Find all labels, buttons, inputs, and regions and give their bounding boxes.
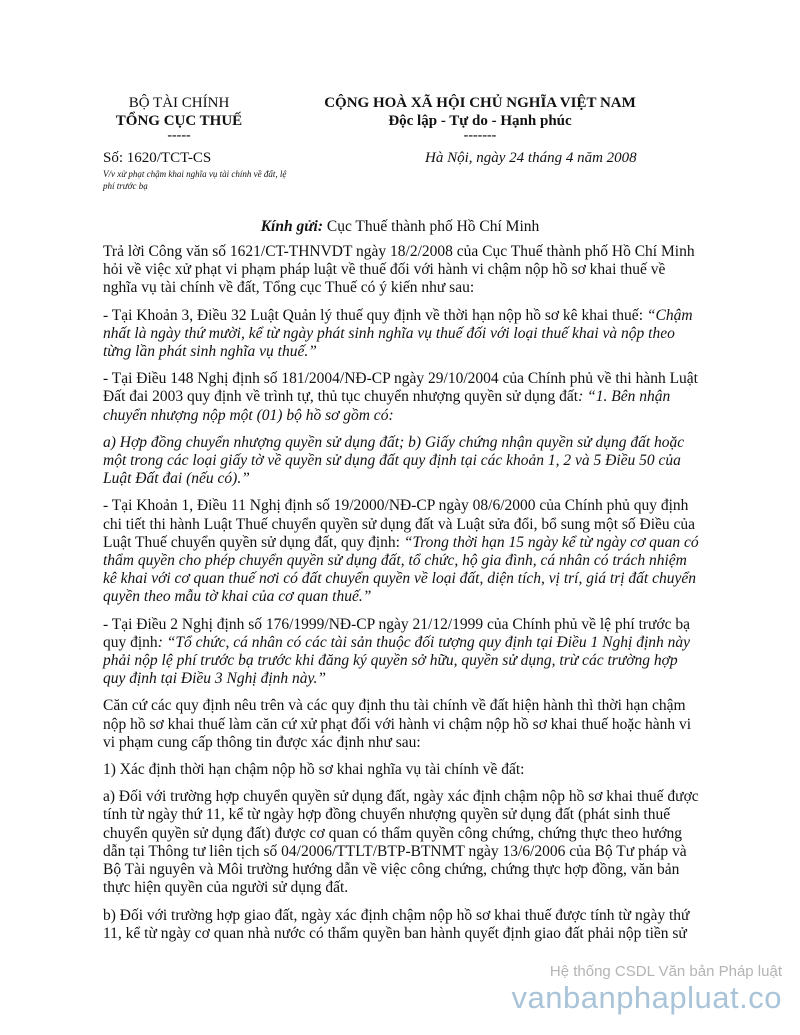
quoted-text: “Chậm nhất là ngày thứ mười, kể từ ngày phát sinh nghĩa vụ thuế đối với loại thuế khai và nộp theo từng lần phát sinh nghĩa vụ thuế.” — [103, 306, 693, 361]
recipient-line — [0, 218, 800, 236]
ministry-name: BỘ TÀI CHÍNH — [128, 95, 230, 111]
recipient-name: Cục Thuế thành phố Hồ Chí Minh — [326, 218, 540, 235]
quoted-text: “Trong thời hạn 15 ngày kể từ ngày cơ quan có thẩm quyền cho phép chuyển quyền sử dụng đất, tổ chức, hộ gia đình, cá nhân có trách nhiệm kê khai với cơ quan thuế nơi có đất chuyển quyền về loại đất, diện tích, vị trí, giá trị đất chuyển quyền theo mẫu tờ khai của cơ quan thuế.” — [103, 533, 699, 606]
place-and-date: Hà Nội, ngày 24 tháng 4 năm 2008 — [425, 150, 637, 166]
citation-text: - Tại Khoản 3, Điều 32 Luật Quản lý thuế quy định về thời hạn nộp hồ sơ kê khai thuế: — [103, 306, 647, 324]
document-subject: V/v xử phạt chậm khai nghĩa vụ tài chính về đất, lệ phí trước bạ — [103, 169, 287, 191]
paragraph-decree-176 — [103, 616, 699, 689]
paragraph-tax-law — [103, 307, 699, 362]
paragraph-item-a: a) Đối với trường hợp chuyển quyền sử dụng đất, ngày xác định chậm nộp hồ sơ khai thuế được tính từ ngày thứ 11, kể từ ngày hợp đồng chuyển nhượng quyền sử dụng đất (phát sinh thuế chuyển quyền sử dụng đất) được cơ quan có thẩm quyền công chứng, chứng thực theo hướng dẫn tại Thông tư liên tịch số 04/2006/TTLT/BTP-BTNMT ngày 13/6/2006 của Bộ Tư pháp và Bộ Tài nguyên và Môi trường hướng dẫn về việc công chứng, chứng thực hợp đồng, văn bản thực hiện quyền của người sử dụng đất. — [103, 788, 699, 897]
national-motto: Độc lập - Tự do - Hạnh phúc — [388, 113, 572, 129]
citation-text: - Tại Khoản 1, Điều 11 Nghị định số 19/2000/NĐ-CP ngày 08/6/2000 của Chính phủ quy định chi tiết thi hành Luật Thuế chuyển quyền sử dụng đất và Luật sửa đổi, bổ sung một số Điều của Luật Thuế chuyển quyền sử dụng đất, quy định: — [103, 497, 696, 551]
quoted-text: a) Hợp đồng chuyển nhượng quyền sử dụng đất; b) Giấy chứng nhận quyền sử dụng đất hoặc một trong các loại giấy tờ về quyền sử dụng đất quy định tại các khoản 1, 2 và 5 Điều 50 của Luật Đất đai (nếu có).” — [103, 433, 685, 488]
quoted-text: : “1. Bên nhận chuyển nhượng nộp một (01) bộ hồ sơ gồm có: — [103, 388, 671, 424]
citation-text: - Tại Điều 148 Nghị định số 181/2004/NĐ-CP ngày 29/10/2004 của Chính phủ về thi hành Luật Đất đai 2003 quy định về trình tự, thủ tục chuyển nhượng quyền sử dụng đất — [103, 370, 698, 406]
document-number: Số: 1620/TCT-CS — [103, 150, 212, 166]
quoted-text: : “Tổ chức, cá nhân có các tài sản thuộc đối tượng quy định tại Điều 1 Nghị định này phải nộp lệ phí trước bạ trước khi đăng ký quyền sở hữu, quyền sử dụng, trừ các trường hợp quy định tại Điều 3 Nghị định này.” — [103, 633, 691, 688]
issuer-separator: ----- — [167, 128, 191, 143]
document-body — [103, 243, 699, 952]
paragraph-decree-181-docs — [103, 434, 699, 489]
national-heading — [300, 94, 660, 142]
citation-text: - Tại Điều 2 Nghị định số 176/1999/NĐ-CP ngày 21/12/1999 của Chính phủ về lệ phí trước bạ quy định — [103, 615, 691, 651]
watermark-site: vanbanphapluat.co — [511, 980, 782, 1015]
paragraph-item-b: b) Đối với trường hợp giao đất, ngày xác định chậm nộp hồ sơ khai thuế được tính từ ngày thứ 11, kể từ ngày cơ quan nhà nước có thẩm quyền ban hành quyết định giao đất phải nộp tiền sử — [103, 906, 690, 942]
motto-separator: ------- — [463, 128, 497, 143]
paragraph-conclusion: Căn cứ các quy định nêu trên và các quy định thu tài chính về đất hiện hành thì thời hạn chậm nộp hồ sơ khai thuế làm căn cứ xử phạt đối với hành vi chậm nộp hồ sơ khai thuế hoặc hành vi vi phạm cung cấp thông tin được xác định như sau: — [103, 697, 692, 751]
watermark-caption: Hệ thống CSDL Văn bản Pháp luật — [549, 963, 782, 980]
country-name: CỘNG HOÀ XÃ HỘI CHỦ NGHĨA VIỆT NAM — [324, 95, 636, 111]
paragraph-decree-19 — [103, 497, 699, 606]
paragraph-section-1: 1) Xác định thời hạn chậm nộp hồ sơ khai nghĩa vụ tài chính về đất: — [103, 761, 525, 779]
paragraph-decree-181 — [103, 370, 699, 425]
paragraph-intro: Trả lời Công văn số 1621/CT-THNVDT ngày 18/2/2008 của Cục Thuế thành phố Hồ Chí Minh hỏi về việc xử phạt vi phạm pháp luật về thuế đối với hành vi chậm nộp hồ sơ khai thuế về nghĩa vụ tài chính về đất, Tổng cục Thuế có ý kiến như sau: — [103, 243, 695, 297]
recipient-label: Kính gửi: — [260, 218, 323, 235]
issuer-block — [104, 94, 254, 142]
agency-name: TỔNG CỤC THUẾ — [115, 113, 243, 129]
